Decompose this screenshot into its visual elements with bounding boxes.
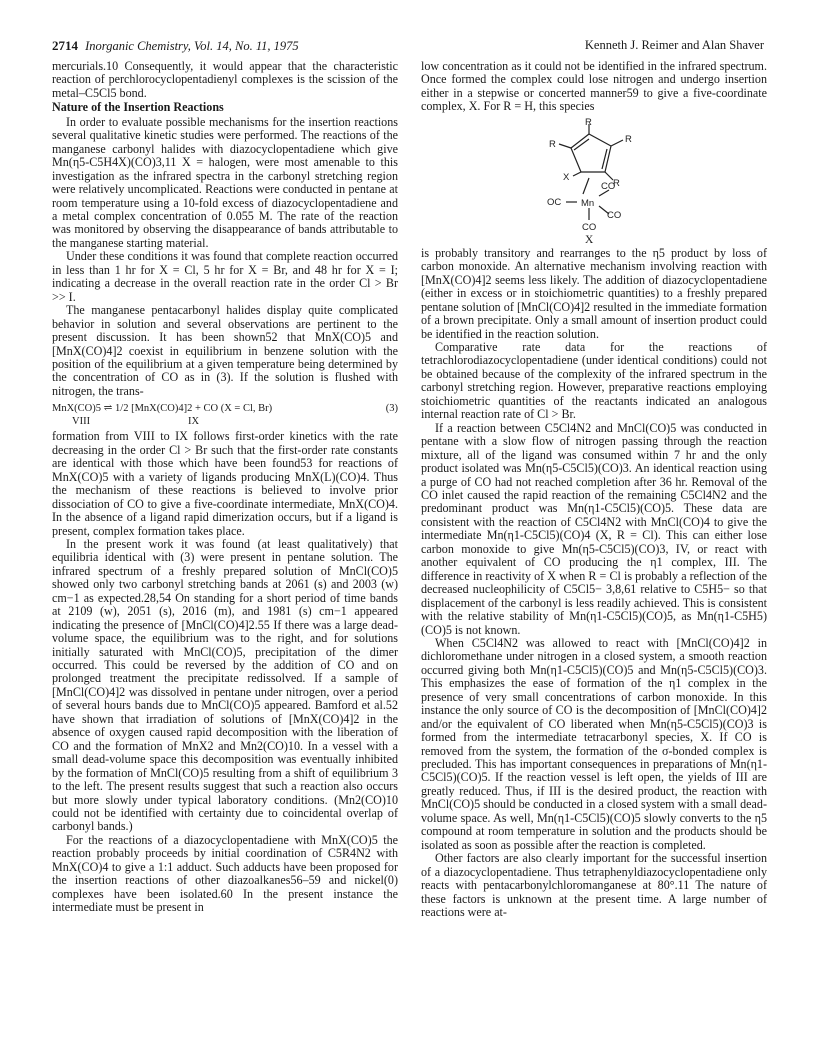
paragraph: In the present work it was found (at least qualitatively) that equilibria identical with (3) were present in pentane solution. The infrared spectrum of a freshly prepared solution of MnCl(CO)5 showed only two carbonyl stretching bands at 2061 (s) and 2003 (w) cm−1 as expected.28,54 On standing for a short period of time bands at 2109 (w), 2051 (s), 2016 (m), and 1981 (s) cm−1 appeared indicating the presence of [MnCl(CO)4]2.55 If there was a large dead-volume space, the equilibrium was to the right, and for solutions initially saturated with MnCl(CO)5, precipitation of the dimer occurred. This could be reversed by the addition of CO and on prolonged treatment the precipitate redissolved. If a sample of [MnCl(CO)4]2 was dissolved in pentane under nitrogen, over a period of several hours bands due to MnCl(CO)5 appeared. Bamford et al.52 have shown that irradiation of solutions of [MnX(CO)4]2 in the absence of oxygen caused rapid decomposition with the liberation of CO and the formation of MnX2 and Mn2(CO)10. In a vessel with a small dead-volume space this decomposition was eventually inhibited by the formation of MnCl(CO)5 resulting from a shift of equilibrium 3 to the left. The present results suggest that such a reaction also occurs but more slowly under typical laboratory conditions. (Mn2(CO)10 could not be identified with certainty due to coincidental overlap of carbonyl bands.)	[52, 536, 398, 834]
carbonyl-co-right: CO	[607, 209, 622, 221]
substituent-r-lower: R	[613, 177, 620, 189]
paragraph: formation from VIII to IX follows first-order kinetics with the rate decreasing in the order Cl > Br such that the first-order rate constants are identical with those which have been found53 for reactions of MnX(CO)5 with a variety of ligands producing MnX(L)(CO)4. Thus the mechanism of these reactions is believed to involve prior dissociation of CO to give a five-coordinate intermediate, MnX(CO)4. In the absence of a ligand rapid dimerization occurs, but if a ligand is present, complex formation takes place.	[52, 429, 398, 538]
left-column	[52, 60, 398, 915]
paragraph: is probably transitory and rearranges to the η5 product by loss of carbon monoxide. An alternative mechanism involving reaction with [MnX(CO)4]2 seems less likely. The addition of diazocyclopentadiene (either in excess or in stoichiometric quantities) to a freshly prepared pentane solution of [MnCl(CO)4]2 resulted in the immediate formation of a brown precipitate. Only a small amount of insertion product could be identified in the reaction solution.	[421, 245, 767, 341]
carbonyl-co-bottom: CO	[582, 221, 597, 233]
paragraph: In order to evaluate possible mechanisms for the insertion reactions several qualitative kinetic studies were performed. The reactions of the manganese carbonyl halides with diazocyclopentadiene which give Mn(η5-C5H4X)(CO)3,11 X = halogen, were most amenable to this investigation as the infrared spectra in the carbonyl stretching region were relatively uncomplicated. Reactions were conducted in pentane at room temperature using a 10-fold excess of diazocyclopentadiene and a metal complex concentration of 0.055 M. The rate of the reaction was monitored by observing the disappearance of bands attributable to the manganese starting material.	[52, 114, 398, 250]
paragraph: For the reactions of a diazocyclopentadiene with MnX(CO)5 the reaction probably proceeds by initial coordination of C5R4N2 with MnX(CO)4 to give a 1:1 adduct. Such adducts have been proposed for the insertion reactions of other diazoalkanes56–59 and nickel(0) complexes have been isolated.60 In the present instance the intermediate must be present in	[52, 832, 398, 915]
equation-label-right: IX	[188, 416, 200, 428]
halide-x-label: X	[563, 171, 570, 183]
equation-text: MnX(CO)5 ⇌ 1/2 [MnX(CO)4]2 + CO (X = Cl, Br)	[52, 403, 273, 415]
header-left	[52, 38, 299, 54]
paragraph: The manganese pentacarbonyl halides display quite complicated behavior in solution and several observations are pertinent to the present discussion. It has been shown52 that MnX(CO)5 and [MnX(CO)4]2 coexist in equilibrium in benzene solution with the position of the equilibrium at a given temperature being determined by the concentration of CO as in (3). If the solution is flushed with nitrogen, the trans-	[52, 303, 398, 398]
right-column	[421, 60, 767, 919]
equation-3	[52, 400, 398, 428]
header-authors: Kenneth J. Reimer and Alan Shaver	[584, 38, 764, 52]
equation-label-left: VIII	[72, 416, 91, 428]
intro-paragraph: mercurials.10 Consequently, it would appear that the characteristic reaction of perchlorocyclopentadienyl complexes is the scission of the metal–C5Cl5 bond.	[52, 59, 398, 100]
paragraph: When C5Cl4N2 was allowed to react with [MnCl(CO)4]2 in dichloromethane under nitrogen in a closed system, a smooth reaction occurred giving both Mn(η1-C5Cl5)(CO)5 and Mn(η5-C5Cl5)(CO)3. This emphasizes the ease of formation of the η1 complex in the presence of very small concentrations of carbon monoxide. In this instance the only source of CO is the decomposition of [MnCl(CO)4]2 and/or the equivalent of CO liberated when Mn(η5-C5Cl5)(CO)3 is formed from the intermediate tetracarbonyl species, X. If CO is removed from the system, the formation of the σ-bonded complex is precluded. This has important consequences in preparations of Mn(η1-C5Cl5)(CO)5. If the reaction vessel is left open, the yields of III are greatly reduced. Thus, if III is the desired product, the reaction with MnCl(CO)5 should be conducted in a closed system with a small dead-volume space. As well, Mn(η1-C5Cl5)(CO)5 slowly converts to the η5 compound at room temperature in solution and the products should be isolated as soon as possible after the reaction is completed.	[421, 635, 767, 852]
section-heading: Nature of the Insertion Reactions	[52, 100, 224, 115]
carbonyl-co-upper: CO	[601, 180, 616, 192]
manganese-label: Mn	[581, 197, 595, 209]
substituent-r-top: R	[585, 116, 592, 128]
paragraph: Comparative rate data for the reactions of tetrachlorodiazocyclopentadiene (under identical conditions) could not be obtained because of the complexity of the infrared spectrum in the carbonyl stretching region. However, preparative reactions employing stoichiometric quantities of the reactants indicated an analogous internal reaction rate of Cl > Br.	[421, 339, 767, 422]
equation-number: (3)	[385, 403, 398, 415]
paragraph: Other factors are also clearly important for the successful insertion of a diazocyclopentadiene. Thus tetraphenyldiazocyclopentadiene only reacts with pentacarbonylchloromanganese at 80°.11 The nature of these factors is unknown at the present time. A large number of reactions were at-	[421, 851, 767, 920]
substituent-r-left: R	[549, 138, 556, 150]
carbonyl-oc-label: OC	[547, 196, 562, 208]
substituent-r-right: R	[625, 133, 632, 145]
page-number: 2714	[52, 38, 78, 53]
structure-caption: X	[585, 233, 594, 246]
paragraph: low concentration as it could not be identified in the infrared spectrum. Once formed the complex could lose nitrogen and undergo insertion either in a stepwise or concerted manner59 to give a five-coordinate complex, X. For R = H, this species	[421, 59, 767, 114]
paragraph: Under these conditions it was found that complete reaction occurred in less than 1 hr for X = Cl, 5 hr for X = Br, and 48 hr for X = I; indicating a decrease in the overall reaction rate in the order Cl > Br >> I.	[52, 249, 398, 304]
running-header	[52, 38, 764, 56]
journal-citation: Inorganic Chemistry, Vol. 14, No. 11, 1975	[85, 39, 299, 53]
paragraph: If a reaction between C5Cl4N2 and MnCl(CO)5 was conducted in pentane with a slow flow of nitrogen passing through the reaction mixture, all of the ligand was consumed within 7 hr and the only product isolated was Mn(η5-C5Cl5)(CO)3. An identical reaction using a purge of CO had not reached completion after 36 hr. Removal of the CO inlet caused the rapid reaction of the remaining C5Cl4N2 and the predominant product was Mn(η1-C5Cl5)(CO)5. These data are consistent with the reaction of C5Cl4N2 with MnCl(CO)4 to give the intermediate Mn(η1-C5Cl5)(CO)4 (X, R = Cl). This can either lose carbon monoxide to give Mn(η5-C5Cl5)(CO)3, IV, or react with another equivalent of CO producing the η1 complex, III. The difference in reactivity of X when R = Cl is probably a reflection of the decreased nucleophilicity of C5Cl5− 3,8,61 relative to C5H5− so that displacement of the carbonyl is less readily achieved. This is consistent with the relative stability of Mn(η1-C5Cl5)(CO)5, as Mn(η1-C5H5)(CO)5 is not known.	[421, 420, 767, 637]
chemical-structure-x	[519, 116, 669, 246]
